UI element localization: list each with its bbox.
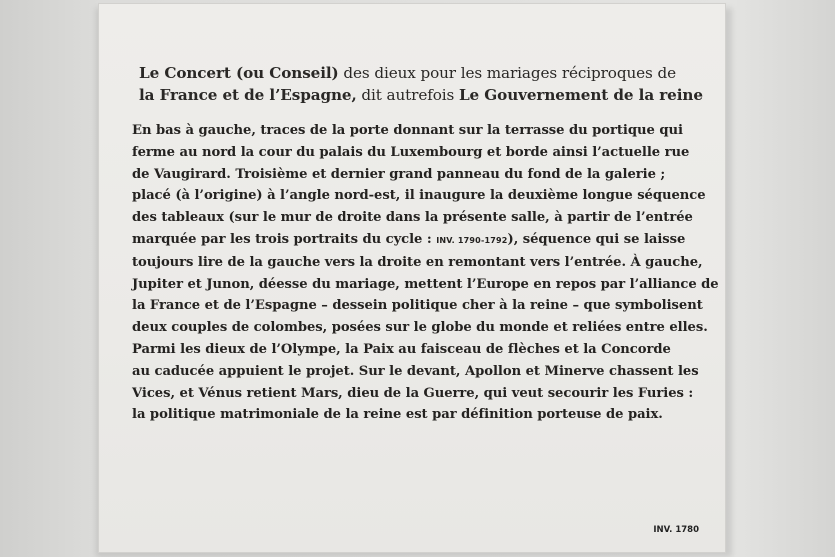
description-line: au caducée appuient le projet. Sur le devant, Apollon et Minerve chassent les xyxy=(132,363,699,379)
description-line: la France et de l’Espagne – dessein politique cher à la reine – que symbolisent xyxy=(132,298,703,314)
title-plain-2: dit autrefois xyxy=(356,86,459,104)
title-line-1 xyxy=(139,62,711,84)
description-line: toujours lire de la gauche vers la droite en remontant vers l’entrée. À gauche, xyxy=(132,254,703,270)
description-line: Vices, et Vénus retient Mars, dieu de la Guerre, qui veut secourir les Furies : xyxy=(132,385,694,401)
museum-label-panel xyxy=(99,4,725,552)
description-fragment: ), séquence qui se laisse xyxy=(507,231,686,247)
description-line: des tableaux (sur le mur de droite dans la présente salle, à partir de l’entrée xyxy=(132,210,693,226)
title-lead-2: la France et de l’Espagne, xyxy=(139,86,357,104)
inline-inventory-range: INV. 1790-1792 xyxy=(436,235,508,245)
title-lead-1: Le Concert (ou Conseil) xyxy=(139,64,339,82)
description-line: Parmi les dieux de l’Olympe, la Paix au faisceau de flèches et la Concorde xyxy=(132,341,671,357)
description-line: la politique matrimoniale de la reine est par définition porteuse de paix. xyxy=(132,407,663,423)
former-title: Le Gouvernement de la reine xyxy=(458,86,703,104)
description-line: ferme au nord la cour du palais du Luxembourg et borde ainsi l’actuelle rue xyxy=(132,144,690,160)
description-line: Jupiter et Junon, déesse du mariage, mettent l’Europe en repos par l’alliance de xyxy=(132,276,719,292)
description-line: En bas à gauche, traces de la porte donnant sur la terrasse du portique qui xyxy=(132,123,683,138)
title-plain-1: des dieux pour les mariages réciproques de xyxy=(338,64,676,82)
description-line: deux couples de colombes, posées sur le globe du monde et reliées entre elles. xyxy=(132,320,708,336)
inventory-number: INV. 1780 xyxy=(653,525,699,535)
description-line: placé (à l’origine) à l’angle nord-est, il inaugure la deuxième longue séquence xyxy=(132,188,706,204)
title-line-2 xyxy=(139,84,711,106)
artwork-title xyxy=(139,62,711,106)
description-text xyxy=(132,120,720,426)
description-fragment: marquée par les trois portraits du cycle : xyxy=(132,231,437,247)
description-line: de Vaugirard. Troisième et dernier grand panneau du fond de la galerie ; xyxy=(132,166,666,182)
description-line xyxy=(132,229,720,252)
